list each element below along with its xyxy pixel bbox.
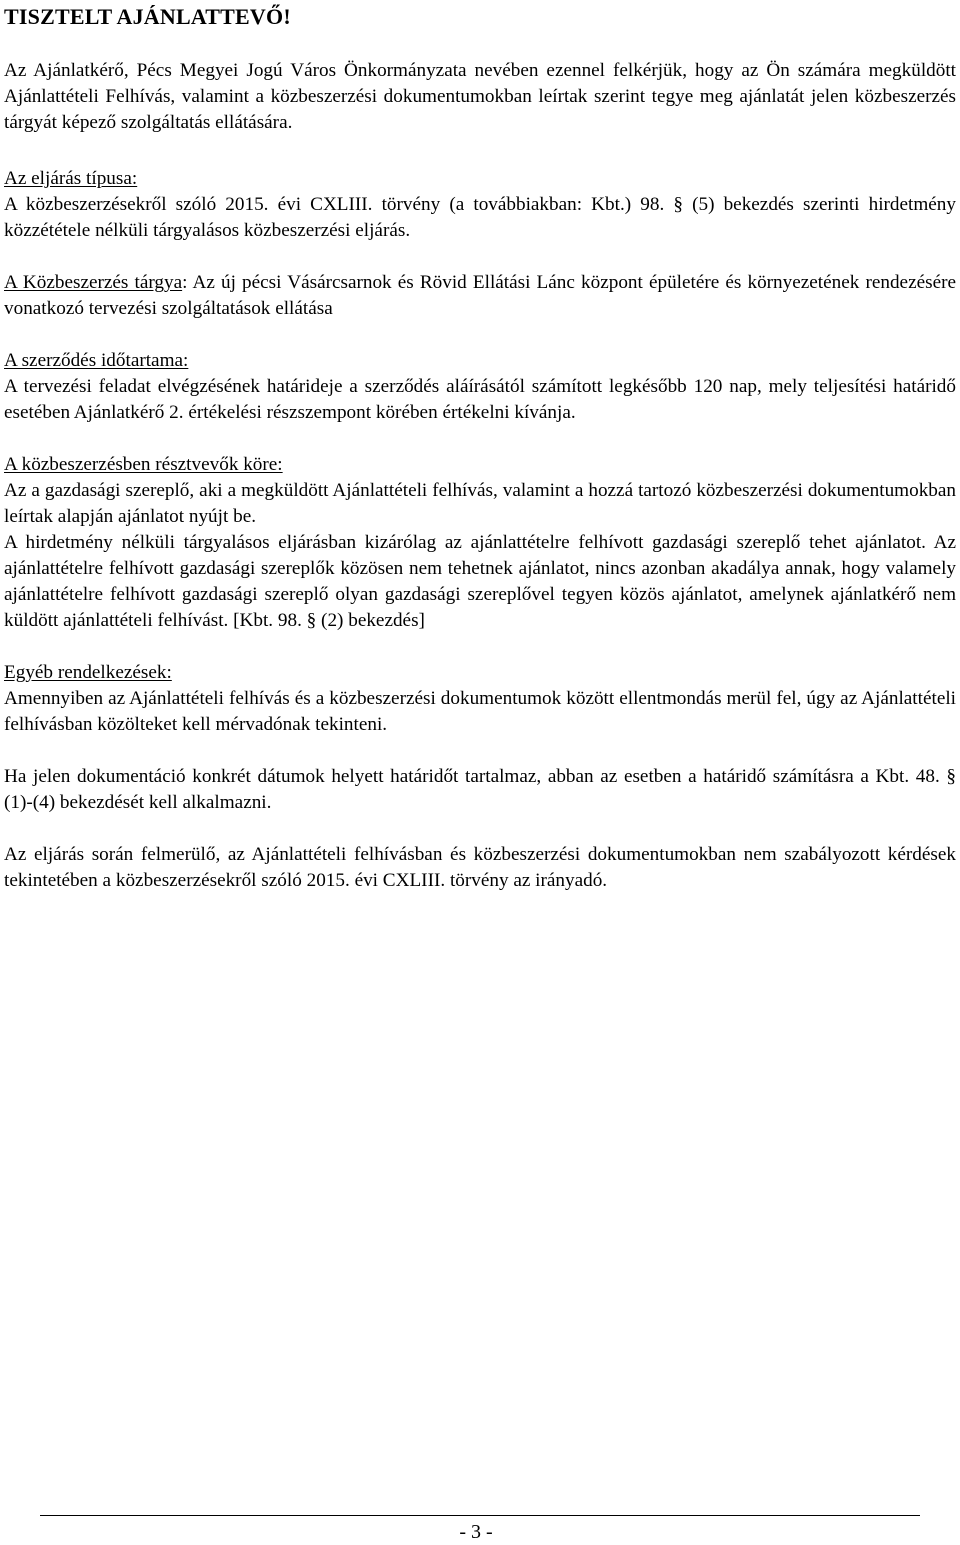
deadline-note-text: Ha jelen dokumentáció konkrét dátumok helyett határidőt tartalmaz, abban az esetben a határidő számításra a Kbt. 48. § (1)-(4) bekezdését kell alkalmazni. — [4, 766, 956, 813]
subject-label: A Közbeszerzés tárgya — [4, 272, 183, 293]
document-heading: TISZTELT AJÁNLATTEVŐ! — [4, 4, 291, 29]
duration-label: A szerződés időtartama: — [4, 350, 189, 371]
participants-text-1: Az a gazdasági szereplő, aki a megküldött Ajánlattételi felhívás, valamint a hozzá tartozó közbeszerzési dokumentumokban leírtak alapján ajánlatot nyújt be. — [4, 480, 956, 527]
page-number: - 3 - — [459, 1521, 493, 1543]
deadline-note-paragraph — [4, 764, 956, 816]
intro-text: Az Ajánlatkérő, Pécs Megyei Jogú Város Önkormányzata nevében ezennel felkérjük, hogy az Ön számára megküldött Ajánlattételi Felhívás, valamint a közbeszerzési dokumentumokban leírtak szerint tegye meg ajánlatát jelen közbeszerzés tárgyát képező szolgáltatás ellátására. — [4, 60, 956, 133]
participants-section — [4, 452, 956, 634]
closing-note-paragraph — [4, 842, 956, 894]
closing-note-text: Az eljárás során felmerülő, az Ajánlattételi felhívásban és közbeszerzési dokumentumokban nem szabályozott kérdések tekintetében a közbeszerzésekről szóló 2015. évi CXLIII. törvény az irányadó. — [4, 844, 956, 891]
subject-section — [4, 270, 956, 322]
duration-section — [4, 348, 956, 426]
participants-text-2: A hirdetmény nélküli tárgyalásos eljárásban kizárólag az ajánlattételre felhívott gazdasági szereplő tehet ajánlatot. Az ajánlattételre felhívott gazdasági szereplők közösen nem tehetnek ajánlatot, nincs azonban akadálya annak, hogy valamely ajánlattételre felhívott gazdasági szereplő olyan gazdasági szereplővel tegyen közös ajánlatot, amelynek ajánlatkérő nem küldött ajánlattételi felhívást. [Kbt. 98. § (2) bekezdés] — [4, 532, 956, 631]
procedure-type-section — [4, 166, 956, 244]
participants-label: A közbeszerzésben résztvevők köre: — [4, 454, 283, 475]
intro-paragraph — [4, 58, 956, 136]
subject-text: : Az új pécsi Vásárcsarnok és Rövid Ellátási Lánc központ épületére és környezetének rendezésére vonatkozó tervezési szolgáltatások ellátása — [4, 272, 956, 319]
other-provisions-section — [4, 660, 956, 738]
other-provisions-label: Egyéb rendelkezések: — [4, 662, 172, 683]
duration-text: A tervezési feladat elvégzésének határideje a szerződés aláírásától számított legkésőbb 120 nap, mely teljesítési határidő esetében Ajánlatkérő 2. értékelési részszempont körében értékelni kívánja. — [4, 376, 956, 423]
footer-divider — [40, 1515, 920, 1516]
procedure-type-text: A közbeszerzésekről szóló 2015. évi CXLIII. törvény (a továbbiakban: Kbt.) 98. § (5) bekezdés szerinti hirdetmény közzététele nélküli tárgyalásos közbeszerzési eljárás. — [4, 194, 956, 241]
other-provisions-text: Amennyiben az Ajánlattételi felhívás és a közbeszerzési dokumentumok között ellentmondás merül fel, úgy az Ajánlattételi felhívásban közölteket kell mérvadónak tekinteni. — [4, 688, 956, 735]
procedure-type-label: Az eljárás típusa: — [4, 168, 138, 189]
